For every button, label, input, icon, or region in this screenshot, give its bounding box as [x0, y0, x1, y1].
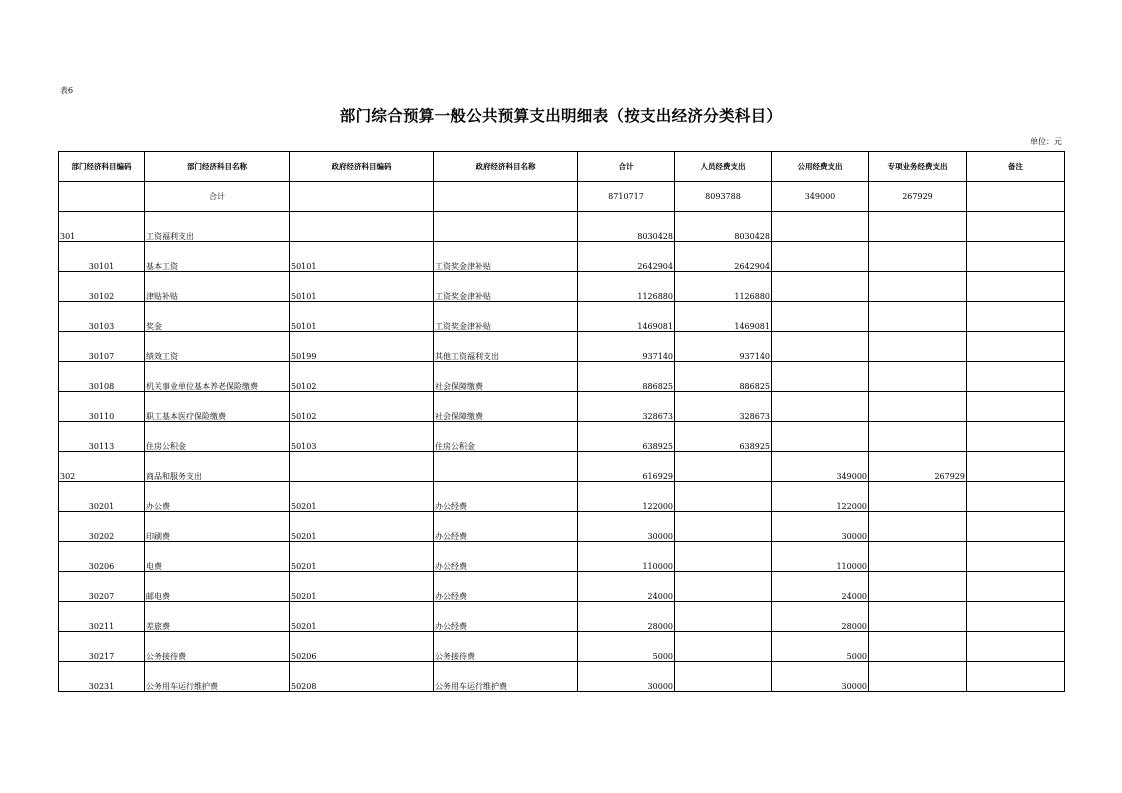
cell-note — [967, 542, 1065, 572]
total-label: 合计 — [145, 182, 290, 212]
cell-personnel — [675, 572, 772, 602]
cell-dept-code: 30202 — [59, 512, 145, 542]
cell-special — [869, 632, 967, 662]
cell-note — [967, 302, 1065, 332]
cell-gov-name: 公务接待费 — [434, 632, 578, 662]
cell-note — [967, 272, 1065, 302]
cell-dept-code: 30211 — [59, 602, 145, 632]
cell-total: 110000 — [578, 542, 675, 572]
cell-gov-name: 社会保障缴费 — [434, 362, 578, 392]
cell-dept-name: 职工基本医疗保险缴费 — [145, 392, 290, 422]
cell-dept-code: 302 — [59, 452, 145, 482]
table-row — [59, 212, 1065, 242]
cell-dept-name: 住房公积金 — [145, 422, 290, 452]
table-row — [59, 302, 1065, 332]
header-gov-name: 政府经济科目名称 — [434, 152, 578, 182]
cell-total: 616929 — [578, 452, 675, 482]
cell-special — [869, 212, 967, 242]
cell-special — [869, 362, 967, 392]
cell-note — [967, 482, 1065, 512]
table-row — [59, 632, 1065, 662]
cell-dept-name: 公务接待费 — [145, 632, 290, 662]
table-row — [59, 602, 1065, 632]
cell-public: 5000 — [772, 632, 869, 662]
cell-dept-code: 30206 — [59, 542, 145, 572]
cell-dept-code: 30207 — [59, 572, 145, 602]
cell-public — [772, 242, 869, 272]
cell-gov-code: 50101 — [290, 302, 434, 332]
total-gov-name — [434, 182, 578, 212]
table-row — [59, 422, 1065, 452]
table-row — [59, 392, 1065, 422]
cell-note — [967, 512, 1065, 542]
cell-public — [772, 302, 869, 332]
cell-gov-name: 公务用车运行维护费 — [434, 662, 578, 692]
table-row — [59, 542, 1065, 572]
header-dept-name: 部门经济科目名称 — [145, 152, 290, 182]
cell-public: 28000 — [772, 602, 869, 632]
cell-dept-code: 30108 — [59, 362, 145, 392]
cell-gov-name: 办公经费 — [434, 512, 578, 542]
cell-dept-name: 印刷费 — [145, 512, 290, 542]
cell-public — [772, 392, 869, 422]
cell-special — [869, 572, 967, 602]
cell-public: 110000 — [772, 542, 869, 572]
total-note — [967, 182, 1065, 212]
cell-dept-name: 绩效工资 — [145, 332, 290, 362]
budget-detail-table — [58, 151, 1065, 692]
cell-public: 349000 — [772, 452, 869, 482]
header-note: 备注 — [967, 152, 1065, 182]
cell-gov-code: 50199 — [290, 332, 434, 362]
unit-label: 单位：元 — [1030, 137, 1062, 146]
cell-gov-code: 50201 — [290, 572, 434, 602]
cell-dept-name: 公务用车运行维护费 — [145, 662, 290, 692]
cell-gov-name — [434, 452, 578, 482]
cell-dept-name: 办公费 — [145, 482, 290, 512]
cell-personnel: 1469081 — [675, 302, 772, 332]
cell-personnel — [675, 542, 772, 572]
table-number: 表6 — [60, 86, 74, 95]
cell-total: 30000 — [578, 662, 675, 692]
cell-gov-code: 50102 — [290, 392, 434, 422]
cell-dept-name: 邮电费 — [145, 572, 290, 602]
cell-special — [869, 272, 967, 302]
total-amount: 8710717 — [578, 182, 675, 212]
cell-gov-code: 50101 — [290, 242, 434, 272]
cell-dept-name: 基本工资 — [145, 242, 290, 272]
cell-public: 30000 — [772, 512, 869, 542]
table-row — [59, 452, 1065, 482]
cell-dept-name: 工资福利支出 — [145, 212, 290, 242]
cell-total: 2642904 — [578, 242, 675, 272]
header-personnel: 人员经费支出 — [675, 152, 772, 182]
cell-personnel: 638925 — [675, 422, 772, 452]
cell-gov-name: 其他工资福利支出 — [434, 332, 578, 362]
cell-personnel: 886825 — [675, 362, 772, 392]
table-row — [59, 482, 1065, 512]
cell-gov-code: 50201 — [290, 512, 434, 542]
header-gov-code: 政府经济科目编码 — [290, 152, 434, 182]
cell-note — [967, 602, 1065, 632]
cell-gov-code: 50206 — [290, 632, 434, 662]
cell-gov-name: 办公经费 — [434, 602, 578, 632]
cell-total: 1126880 — [578, 272, 675, 302]
cell-personnel: 2642904 — [675, 242, 772, 272]
cell-personnel — [675, 482, 772, 512]
cell-gov-code: 50103 — [290, 422, 434, 452]
cell-special — [869, 482, 967, 512]
cell-dept-code: 30101 — [59, 242, 145, 272]
cell-special: 267929 — [869, 452, 967, 482]
cell-special — [869, 602, 967, 632]
cell-dept-name: 奖金 — [145, 302, 290, 332]
cell-dept-code: 30102 — [59, 272, 145, 302]
cell-gov-code: 50101 — [290, 272, 434, 302]
cell-dept-code: 30201 — [59, 482, 145, 512]
cell-special — [869, 512, 967, 542]
total-special: 267929 — [869, 182, 967, 212]
cell-dept-code: 30107 — [59, 332, 145, 362]
cell-gov-name: 住房公积金 — [434, 422, 578, 452]
cell-public: 30000 — [772, 662, 869, 692]
cell-total: 28000 — [578, 602, 675, 632]
cell-dept-name: 电费 — [145, 542, 290, 572]
cell-public — [772, 212, 869, 242]
cell-total: 937140 — [578, 332, 675, 362]
cell-special — [869, 332, 967, 362]
cell-total: 30000 — [578, 512, 675, 542]
cell-total: 1469081 — [578, 302, 675, 332]
cell-total: 122000 — [578, 482, 675, 512]
cell-gov-name — [434, 212, 578, 242]
cell-total: 886825 — [578, 362, 675, 392]
cell-dept-name: 机关事业单位基本养老保险缴费 — [145, 362, 290, 392]
cell-note — [967, 392, 1065, 422]
cell-note — [967, 632, 1065, 662]
table-header-row — [59, 152, 1065, 182]
header-special: 专项业务经费支出 — [869, 152, 967, 182]
cell-note — [967, 662, 1065, 692]
cell-total: 328673 — [578, 392, 675, 422]
cell-gov-code — [290, 452, 434, 482]
cell-gov-code — [290, 212, 434, 242]
cell-note — [967, 212, 1065, 242]
cell-public — [772, 422, 869, 452]
cell-personnel — [675, 662, 772, 692]
header-dept-code: 部门经济科目编码 — [59, 152, 145, 182]
total-dept-code — [59, 182, 145, 212]
cell-special — [869, 302, 967, 332]
total-row — [59, 182, 1065, 212]
cell-personnel: 1126880 — [675, 272, 772, 302]
cell-note — [967, 572, 1065, 602]
cell-dept-name: 差旅费 — [145, 602, 290, 632]
cell-dept-code: 30231 — [59, 662, 145, 692]
cell-note — [967, 422, 1065, 452]
cell-gov-name: 办公经费 — [434, 572, 578, 602]
table-row — [59, 572, 1065, 602]
total-public: 349000 — [772, 182, 869, 212]
cell-personnel — [675, 632, 772, 662]
cell-dept-code: 30103 — [59, 302, 145, 332]
header-total: 合计 — [578, 152, 675, 182]
cell-personnel: 328673 — [675, 392, 772, 422]
cell-gov-name: 工资奖金津补贴 — [434, 302, 578, 332]
cell-gov-code: 50208 — [290, 662, 434, 692]
cell-personnel: 8030428 — [675, 212, 772, 242]
cell-dept-code: 30110 — [59, 392, 145, 422]
cell-dept-code: 301 — [59, 212, 145, 242]
cell-gov-code: 50201 — [290, 482, 434, 512]
cell-dept-code: 30113 — [59, 422, 145, 452]
cell-gov-name: 办公经费 — [434, 482, 578, 512]
cell-gov-name: 办公经费 — [434, 542, 578, 572]
page-title: 部门综合预算一般公共预算支出明细表（按支出经济分类科目） — [339, 106, 783, 125]
cell-dept-name: 津贴补贴 — [145, 272, 290, 302]
cell-note — [967, 332, 1065, 362]
table-row — [59, 242, 1065, 272]
total-gov-code — [290, 182, 434, 212]
cell-total: 638925 — [578, 422, 675, 452]
cell-note — [967, 362, 1065, 392]
cell-total: 8030428 — [578, 212, 675, 242]
table-row — [59, 272, 1065, 302]
cell-special — [869, 242, 967, 272]
cell-gov-name: 工资奖金津补贴 — [434, 242, 578, 272]
cell-gov-code: 50201 — [290, 542, 434, 572]
cell-public — [772, 272, 869, 302]
cell-special — [869, 392, 967, 422]
cell-special — [869, 542, 967, 572]
cell-public — [772, 362, 869, 392]
cell-note — [967, 242, 1065, 272]
cell-public: 24000 — [772, 572, 869, 602]
cell-gov-code: 50102 — [290, 362, 434, 392]
cell-public: 122000 — [772, 482, 869, 512]
header-public: 公用经费支出 — [772, 152, 869, 182]
total-personnel: 8093788 — [675, 182, 772, 212]
table-row — [59, 362, 1065, 392]
cell-personnel — [675, 512, 772, 542]
cell-gov-name: 社会保障缴费 — [434, 392, 578, 422]
cell-personnel — [675, 452, 772, 482]
cell-total: 5000 — [578, 632, 675, 662]
cell-total: 24000 — [578, 572, 675, 602]
cell-dept-name: 商品和服务支出 — [145, 452, 290, 482]
cell-note — [967, 452, 1065, 482]
cell-special — [869, 662, 967, 692]
cell-gov-name: 工资奖金津补贴 — [434, 272, 578, 302]
cell-gov-code: 50201 — [290, 602, 434, 632]
table-row — [59, 512, 1065, 542]
table-row — [59, 332, 1065, 362]
cell-public — [772, 332, 869, 362]
table-row — [59, 662, 1065, 692]
cell-personnel — [675, 602, 772, 632]
cell-dept-code: 30217 — [59, 632, 145, 662]
cell-personnel: 937140 — [675, 332, 772, 362]
cell-special — [869, 422, 967, 452]
